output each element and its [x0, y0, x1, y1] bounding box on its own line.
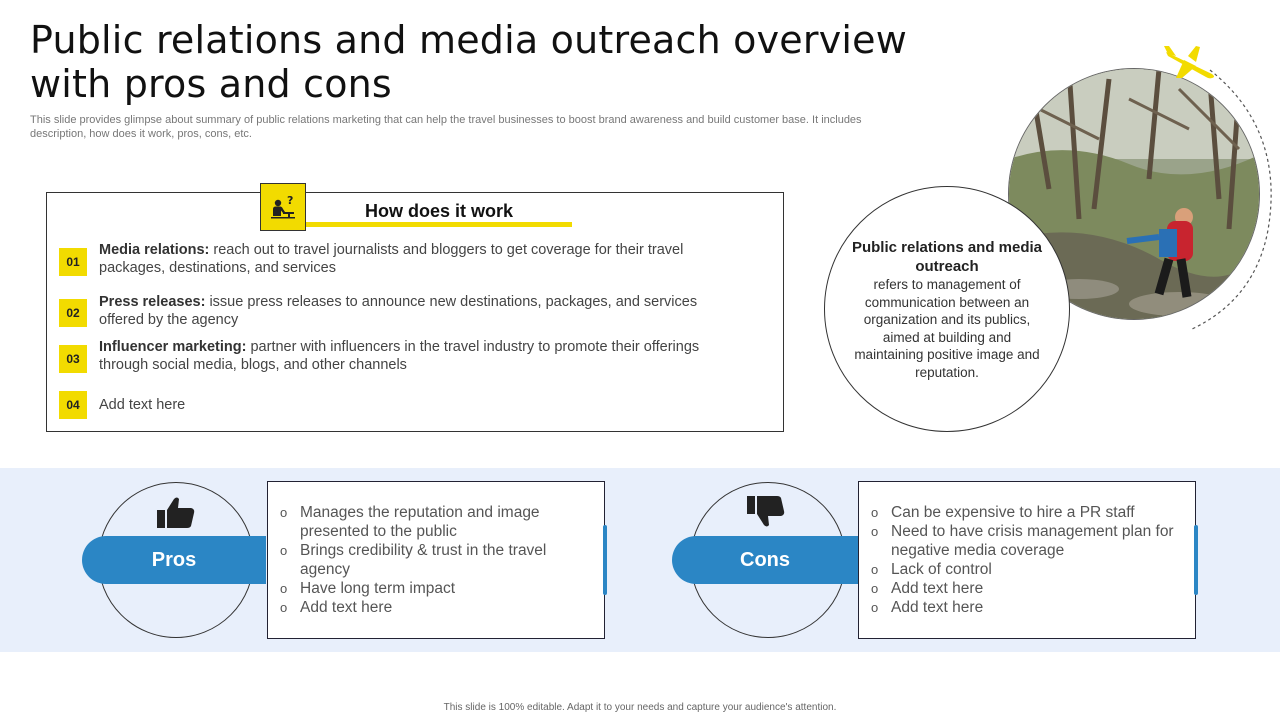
cons-item: o Add text here	[869, 579, 1181, 598]
person-question-icon	[260, 183, 306, 231]
pros-item: o Brings credibility & trust in the travel agency	[278, 541, 568, 579]
step-description: issue press releases to announce new destinations, packages, and services offered by the agency	[99, 294, 698, 328]
pros-list	[278, 503, 568, 617]
how-it-works-heading: How does it work	[364, 201, 514, 221]
step-text	[99, 241, 739, 277]
step-description: partner with influencers in the travel industry to promote their offerings through social media, blogs, and other channels	[99, 339, 700, 373]
pros-item: o Manages the reputation and image presented to the public	[278, 503, 568, 541]
step-description: reach out to travel journalists and bloggers to get coverage for their travel packages, destinations, and services	[99, 242, 684, 276]
title-line-2: with pros and cons	[30, 62, 392, 106]
cons-label: Cons	[672, 536, 858, 584]
title-line-1: Public relations and media outreach overview	[30, 18, 908, 62]
step-number-badge: 01	[59, 248, 87, 276]
pros-item: o Have long term impact	[278, 579, 568, 598]
step-text	[99, 396, 739, 414]
cons-item: o Lack of control	[869, 560, 1181, 579]
step-label: Press releases:	[99, 294, 206, 310]
thumbs-down-icon	[746, 494, 786, 533]
heading-underline	[306, 222, 572, 227]
slide-footer: This slide is 100% editable. Adapt it to your needs and capture your audience's attention.	[443, 702, 837, 713]
step-number-badge: 04	[59, 391, 87, 419]
step-description: Add text here	[99, 397, 186, 413]
cons-item: o Can be expensive to hire a PR staff	[869, 503, 1181, 522]
slide-subtitle: This slide provides glimpse about summary of public relations marketing that can help the travel businesses to boost brand awareness and build customer base. It includes description, how does it work, pros, cons, etc.	[30, 114, 862, 140]
airplane-icon	[1162, 44, 1218, 84]
thumbs-up-icon	[156, 496, 196, 535]
cons-list	[869, 503, 1181, 617]
pros-item: o Add text here	[278, 598, 568, 617]
step-number-badge: 02	[59, 299, 87, 327]
cons-item: o Need to have crisis management plan for negative media coverage	[869, 522, 1181, 560]
step-number-badge: 03	[59, 345, 87, 373]
step-text	[99, 338, 739, 374]
pros-label: Pros	[82, 536, 266, 584]
cons-scrollbar[interactable]	[1194, 525, 1198, 595]
pros-scrollbar[interactable]	[603, 525, 607, 595]
slide-title	[30, 18, 910, 106]
svg-text:?: ?	[287, 194, 294, 207]
pros-list-box	[267, 481, 605, 639]
step-label: Media relations:	[99, 242, 210, 258]
step-label: Influencer marketing:	[99, 339, 247, 355]
cons-list-box	[858, 481, 1196, 639]
step-text	[99, 293, 739, 329]
definition-title: Public relations and media outreach	[851, 239, 1043, 275]
definition-body: refers to management of communication between an organization and its publics, aimed at building and maintaining positive image and reputation.	[854, 277, 1040, 380]
cons-item: o Add text here	[869, 598, 1181, 617]
